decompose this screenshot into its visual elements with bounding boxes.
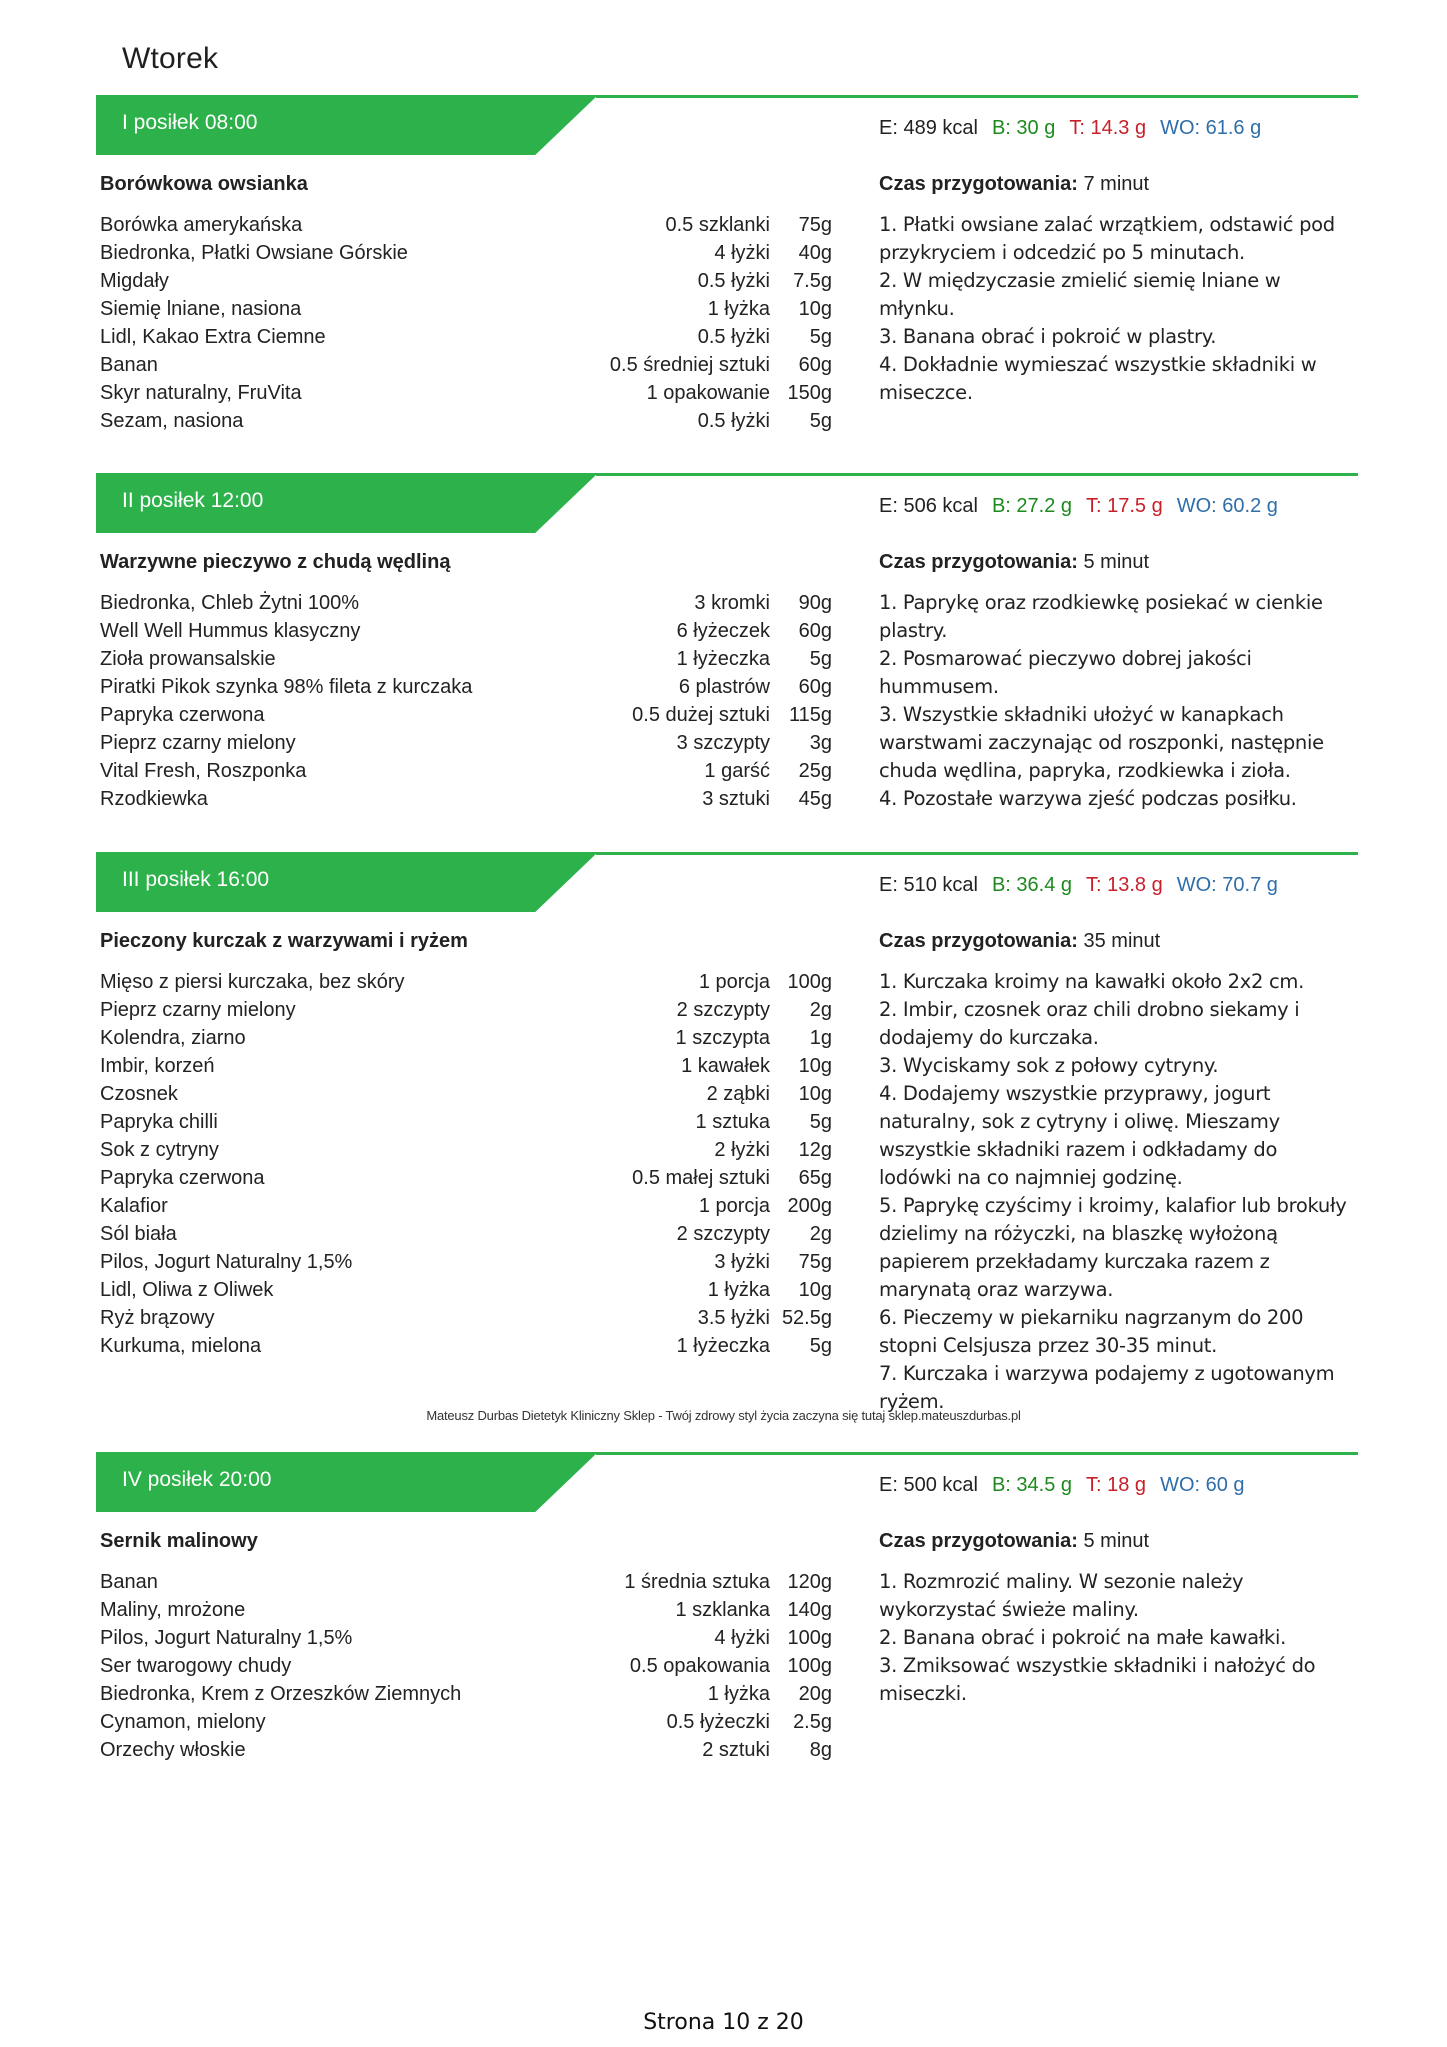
ingredient-quantity: 3 łyżki (714, 1251, 770, 1273)
ingredient-name: Migdały (100, 270, 169, 292)
ingredient-quantity: 2 ząbki (706, 1083, 770, 1105)
ingredient-grams: 20g (798, 1683, 832, 1705)
ingredient-row (100, 645, 832, 673)
ingredients-list (100, 211, 832, 435)
ingredient-quantity: 1 łyżka (707, 1683, 770, 1705)
prep-time (879, 173, 1149, 196)
ingredient-name: Kurkuma, mielona (100, 1335, 262, 1357)
ingredient-quantity: 1 średnia sztuka (624, 1571, 770, 1593)
ingredient-row (100, 1136, 832, 1164)
ingredient-name: Papryka czerwona (100, 704, 265, 726)
ingredient-name: Pilos, Jogurt Naturalny 1,5% (100, 1251, 353, 1273)
prep-time-label: Czas przygotowania: (879, 1530, 1078, 1552)
ingredient-row (100, 968, 832, 996)
ingredient-grams: 2.5g (793, 1711, 832, 1733)
macro-carbs: WO: 60 g (1160, 1474, 1245, 1496)
preparation-steps (879, 968, 1349, 1416)
ingredient-grams: 100g (787, 1627, 832, 1649)
ingredient-grams: 5g (809, 326, 832, 348)
preparation-step: 1. Płatki owsiane zalać wrzątkiem, odstawić pod przykryciem i odcedzić po 5 minutach. (879, 213, 1335, 264)
ingredient-quantity: 1 porcja (698, 1195, 770, 1217)
ingredient-grams: 8g (809, 1739, 832, 1761)
ingredient-row (100, 295, 832, 323)
ingredient-grams: 7.5g (793, 270, 832, 292)
ingredient-row (100, 1736, 832, 1764)
ingredient-quantity: 3 szczypty (676, 732, 770, 754)
meal-header-line (596, 95, 1358, 98)
ingredients-list (100, 589, 832, 813)
ingredient-grams: 60g (798, 676, 832, 698)
ingredient-name: Zioła prowansalskie (100, 648, 276, 670)
ingredients-list (100, 968, 832, 1360)
ingredient-name: Maliny, mrożone (100, 1599, 246, 1621)
ingredient-grams: 2g (809, 999, 832, 1021)
ingredient-grams: 10g (798, 298, 832, 320)
ingredient-row (100, 1332, 832, 1360)
ingredient-row (100, 1708, 832, 1736)
recipe-name: Borówkowa owsianka (100, 173, 308, 195)
ingredient-name: Sezam, nasiona (100, 410, 244, 432)
meal-header-line (596, 852, 1358, 855)
ingredient-name: Papryka chilli (100, 1111, 218, 1133)
ingredient-name: Orzechy włoskie (100, 1739, 246, 1761)
macro-carbs: WO: 60.2 g (1176, 495, 1278, 517)
macro-protein: B: 36.4 g (991, 874, 1073, 896)
macro-fat: T: 18 g (1086, 1474, 1147, 1496)
ingredient-row (100, 351, 832, 379)
preparation-step: 2. Banana obrać i pokroić na małe kawałki. (879, 1626, 1287, 1649)
ingredient-grams: 90g (798, 592, 832, 614)
meal-header (96, 473, 1358, 535)
meal-section (96, 852, 1358, 1413)
ingredient-grams: 200g (787, 1195, 832, 1217)
preparation-step: 5. Paprykę czyścimy i kroimy, kalafior lub brokuły dzielimy na różyczki, na blaszkę wyłożoną papierem przekładamy kurczaka razem z marynatą oraz warzywa. (879, 1194, 1347, 1301)
preparation-step: 3. Zmiksować wszystkie składniki i nałożyć do miseczki. (879, 1654, 1316, 1705)
ingredient-grams: 5g (809, 1335, 832, 1357)
ingredient-grams: 60g (798, 620, 832, 642)
preparation-steps (879, 589, 1349, 813)
ingredient-name: Biedronka, Płatki Owsiane Górskie (100, 242, 408, 264)
ingredient-grams: 12g (798, 1139, 832, 1161)
ingredient-grams: 115g (788, 704, 832, 726)
ingredient-grams: 10g (798, 1083, 832, 1105)
ingredient-row (100, 1248, 832, 1276)
ingredient-row (100, 589, 832, 617)
ingredient-grams: 75g (798, 214, 832, 236)
ingredient-name: Banan (100, 1571, 158, 1593)
ingredient-name: Mięso z piersi kurczaka, bez skóry (100, 971, 405, 993)
ingredient-name: Skyr naturalny, FruVita (100, 382, 302, 404)
prep-time-value: 35 minut (1083, 930, 1161, 952)
macro-protein: B: 34.5 g (991, 1474, 1073, 1496)
prep-time (879, 930, 1160, 953)
ingredient-quantity: 3 sztuki (702, 788, 770, 810)
ingredient-quantity: 2 szczypty (676, 1223, 770, 1245)
ingredient-row (100, 1276, 832, 1304)
macro-fat: T: 13.8 g (1086, 874, 1163, 896)
ingredient-name: Banan (100, 354, 158, 376)
macro-carbs: WO: 70.7 g (1176, 874, 1278, 896)
meal-header-line (596, 1452, 1358, 1455)
ingredient-name: Well Well Hummus klasyczny (100, 620, 361, 642)
ingredient-name: Siemię lniane, nasiona (100, 298, 302, 320)
recipe-name: Pieczony kurczak z warzywami i ryżem (100, 930, 468, 952)
macros (879, 495, 1292, 518)
ingredient-quantity: 0.5 łyżki (697, 410, 770, 432)
ingredient-quantity: 2 szczypty (676, 999, 770, 1021)
ingredient-row (100, 701, 832, 729)
macros (879, 1474, 1259, 1497)
ingredient-row (100, 1680, 832, 1708)
ingredient-row (100, 1024, 832, 1052)
preparation-step: 3. Wszystkie składniki ułożyć w kanapkach warstwami zaczynając od roszponki, następnie chuda wędlina, papryka, rzodkiewka i zioła. (879, 703, 1324, 782)
preparation-step: 4. Dokładnie wymieszać wszystkie składniki w miseczce. (879, 353, 1317, 404)
ingredients-list (100, 1568, 832, 1764)
ingredient-name: Sól biała (100, 1223, 177, 1245)
preparation-step: 2. Posmarować pieczywo dobrej jakości hummusem. (879, 647, 1252, 698)
ingredient-quantity: 0.5 łyżki (697, 270, 770, 292)
ingredient-name: Rzodkiewka (100, 788, 208, 810)
ingredient-quantity: 1 szczypta (675, 1027, 770, 1049)
ingredient-quantity: 3.5 łyżki (697, 1307, 770, 1329)
ingredient-row (100, 211, 832, 239)
macro-protein: B: 27.2 g (991, 495, 1073, 517)
ingredient-quantity: 1 łyżeczka (676, 1335, 770, 1357)
ingredient-quantity: 0.5 opakowania (629, 1655, 770, 1677)
ingredient-quantity: 1 kawałek (681, 1055, 770, 1077)
day-title: Wtorek (122, 42, 219, 75)
ingredient-name: Papryka czerwona (100, 1167, 265, 1189)
ingredient-row (100, 1624, 832, 1652)
ingredient-name: Ryż brązowy (100, 1307, 215, 1329)
preparation-step: 6. Pieczemy w piekarniku nagrzanym do 200 stopni Celsjusza przez 30-35 minut. (879, 1306, 1304, 1357)
ingredient-grams: 2g (809, 1223, 832, 1245)
ingredient-row (100, 1220, 832, 1248)
ingredient-grams: 10g (798, 1055, 832, 1077)
ingredient-quantity: 0.5 szklanki (665, 214, 770, 236)
meal-section (96, 473, 1358, 810)
prep-time (879, 1530, 1149, 1553)
ingredient-name: Imbir, korzeń (100, 1055, 215, 1077)
ingredient-name: Biedronka, Chleb Żytni 100% (100, 592, 360, 614)
meal-label: I posiłek 08:00 (122, 111, 258, 134)
meal-label: III posiłek 16:00 (122, 868, 270, 891)
macro-protein: B: 30 g (991, 117, 1056, 139)
meal-section (96, 95, 1358, 432)
ingredient-quantity: 4 łyżki (714, 1627, 770, 1649)
ingredient-row (100, 673, 832, 701)
ingredient-name: Borówka amerykańska (100, 214, 303, 236)
ingredient-row (100, 1108, 832, 1136)
ingredient-quantity: 1 szklanka (675, 1599, 770, 1621)
macro-energy: E: 500 kcal (879, 1474, 978, 1496)
ingredient-name: Pilos, Jogurt Naturalny 1,5% (100, 1627, 353, 1649)
ingredient-quantity: 1 opakowanie (646, 382, 770, 404)
ingredient-row (100, 1192, 832, 1220)
ingredient-grams: 120g (787, 1571, 832, 1593)
ingredient-quantity: 6 łyżeczek (676, 620, 770, 642)
preparation-step: 1. Kurczaka kroimy na kawałki około 2x2 cm. (879, 970, 1304, 993)
ingredient-row (100, 1052, 832, 1080)
ingredient-row (100, 379, 832, 407)
ingredient-row (100, 239, 832, 267)
preparation-step: 4. Pozostałe warzywa zjeść podczas posiłku. (879, 787, 1297, 810)
ingredient-name: Kolendra, ziarno (100, 1027, 246, 1049)
page-number: Strona 10 z 20 (643, 2010, 804, 2035)
ingredient-grams: 150g (787, 382, 832, 404)
ingredient-name: Cynamon, mielony (100, 1711, 266, 1733)
ingredient-quantity: 1 sztuka (695, 1111, 770, 1133)
macro-fat: T: 17.5 g (1086, 495, 1163, 517)
preparation-step: 2. W międzyczasie zmielić siemię lniane w młynku. (879, 269, 1281, 320)
ingredient-grams: 5g (809, 648, 832, 670)
ingredient-quantity: 0.5 dużej sztuki (632, 704, 770, 726)
ingredient-quantity: 4 łyżki (714, 242, 770, 264)
ingredient-row (100, 323, 832, 351)
recipe-name: Warzywne pieczywo z chudą wędliną (100, 551, 451, 573)
preparation-step: 3. Banana obrać i pokroić w plastry. (879, 325, 1217, 348)
ingredient-grams: 100g (787, 971, 832, 993)
ingredient-grams: 3g (809, 732, 832, 754)
preparation-step: 1. Rozmrozić maliny. W sezonie należy wykorzystać świeże maliny. (879, 1570, 1244, 1621)
prep-time (879, 551, 1149, 574)
preparation-step: 3. Wyciskamy sok z połowy cytryny. (879, 1054, 1219, 1077)
ingredient-row (100, 1596, 832, 1624)
macro-carbs: WO: 61.6 g (1160, 117, 1262, 139)
ingredient-row (100, 1164, 832, 1192)
ingredient-row (100, 996, 832, 1024)
ingredient-grams: 25g (798, 760, 832, 782)
prep-time-label: Czas przygotowania: (879, 173, 1078, 195)
ingredient-quantity: 1 porcja (698, 971, 770, 993)
ingredient-name: Kalafior (100, 1195, 168, 1217)
meal-section (96, 1452, 1358, 1761)
ingredient-quantity: 0.5 łyżeczki (666, 1711, 770, 1733)
ingredient-row (100, 1568, 832, 1596)
macros (879, 117, 1275, 140)
preparation-step: 7. Kurczaka i warzywa podajemy z ugotowanym ryżem. (879, 1362, 1335, 1413)
ingredient-grams: 10g (798, 1279, 832, 1301)
meal-header-line (596, 473, 1358, 476)
ingredient-grams: 5g (809, 1111, 832, 1133)
ingredient-grams: 40g (798, 242, 832, 264)
ingredient-name: Pieprz czarny mielony (100, 999, 296, 1021)
preparation-step: 4. Dodajemy wszystkie przyprawy, jogurt naturalny, sok z cytryny i oliwę. Mieszamy wszystkie składniki razem i odkładamy do lodówki na co najmniej godzinę. (879, 1082, 1280, 1189)
macro-energy: E: 489 kcal (879, 117, 978, 139)
ingredient-quantity: 0.5 łyżki (697, 326, 770, 348)
macros (879, 874, 1292, 897)
preparation-step: 1. Paprykę oraz rzodkiewkę posiekać w cienkie plastry. (879, 591, 1323, 642)
meal-label: IV posiłek 20:00 (122, 1468, 272, 1491)
ingredient-grams: 5g (809, 410, 832, 432)
ingredient-quantity: 2 sztuki (702, 1739, 770, 1761)
ingredient-name: Lidl, Oliwa z Oliwek (100, 1279, 274, 1301)
preparation-steps (879, 1568, 1349, 1708)
ingredient-row (100, 729, 832, 757)
watermark: Mateusz Durbas Dietetyk Kliniczny Sklep - Twój zdrowy styl życia zaczyna się tutaj sklep.mateuszdurbas.pl (426, 1408, 1021, 1423)
ingredient-quantity: 0.5 średniej sztuki (609, 354, 770, 376)
ingredient-quantity: 0.5 małej sztuki (632, 1167, 770, 1189)
prep-time-value: 5 minut (1083, 1530, 1150, 1552)
macro-energy: E: 506 kcal (879, 495, 978, 517)
meal-header (96, 95, 1358, 157)
prep-time-value: 5 minut (1083, 551, 1150, 573)
ingredient-grams: 100g (787, 1655, 832, 1677)
ingredient-grams: 140g (787, 1599, 832, 1621)
macro-energy: E: 510 kcal (879, 874, 978, 896)
ingredient-name: Biedronka, Krem z Orzeszków Ziemnych (100, 1683, 462, 1705)
ingredient-row (100, 1080, 832, 1108)
preparation-step: 2. Imbir, czosnek oraz chili drobno siekamy i dodajemy do kurczaka. (879, 998, 1300, 1049)
ingredient-grams: 45g (798, 788, 832, 810)
ingredient-row (100, 267, 832, 295)
ingredient-grams: 75g (798, 1251, 832, 1273)
ingredient-quantity: 1 łyżka (707, 1279, 770, 1301)
ingredient-name: Vital Fresh, Roszponka (100, 760, 307, 782)
ingredient-name: Sok z cytryny (100, 1139, 219, 1161)
recipe-name: Sernik malinowy (100, 1530, 258, 1552)
ingredient-quantity: 1 garść (704, 760, 770, 782)
ingredient-row (100, 757, 832, 785)
ingredient-name: Lidl, Kakao Extra Ciemne (100, 326, 326, 348)
prep-time-label: Czas przygotowania: (879, 551, 1078, 573)
ingredient-row (100, 1652, 832, 1680)
ingredient-name: Ser twarogowy chudy (100, 1655, 292, 1677)
prep-time-label: Czas przygotowania: (879, 930, 1078, 952)
meal-header (96, 1452, 1358, 1514)
ingredient-quantity: 1 łyżeczka (676, 648, 770, 670)
ingredient-row (100, 617, 832, 645)
ingredient-grams: 1g (809, 1027, 832, 1049)
macro-fat: T: 14.3 g (1069, 117, 1147, 139)
prep-time-value: 7 minut (1083, 173, 1150, 195)
ingredient-name: Piratki Pikok szynka 98% fileta z kurczaka (100, 676, 473, 698)
ingredient-quantity: 1 łyżka (707, 298, 770, 320)
ingredient-quantity: 2 łyżki (714, 1139, 770, 1161)
ingredient-quantity: 6 plastrów (678, 676, 770, 698)
ingredient-grams: 60g (798, 354, 832, 376)
ingredient-row (100, 407, 832, 435)
ingredient-name: Czosnek (100, 1083, 178, 1105)
ingredient-row (100, 785, 832, 813)
ingredient-grams: 52.5g (781, 1307, 832, 1329)
meal-header (96, 852, 1358, 914)
ingredient-grams: 65g (798, 1167, 832, 1189)
meal-label: II posiłek 12:00 (122, 489, 264, 512)
ingredient-quantity: 3 kromki (694, 592, 770, 614)
ingredient-row (100, 1304, 832, 1332)
ingredient-name: Pieprz czarny mielony (100, 732, 296, 754)
preparation-steps (879, 211, 1349, 407)
